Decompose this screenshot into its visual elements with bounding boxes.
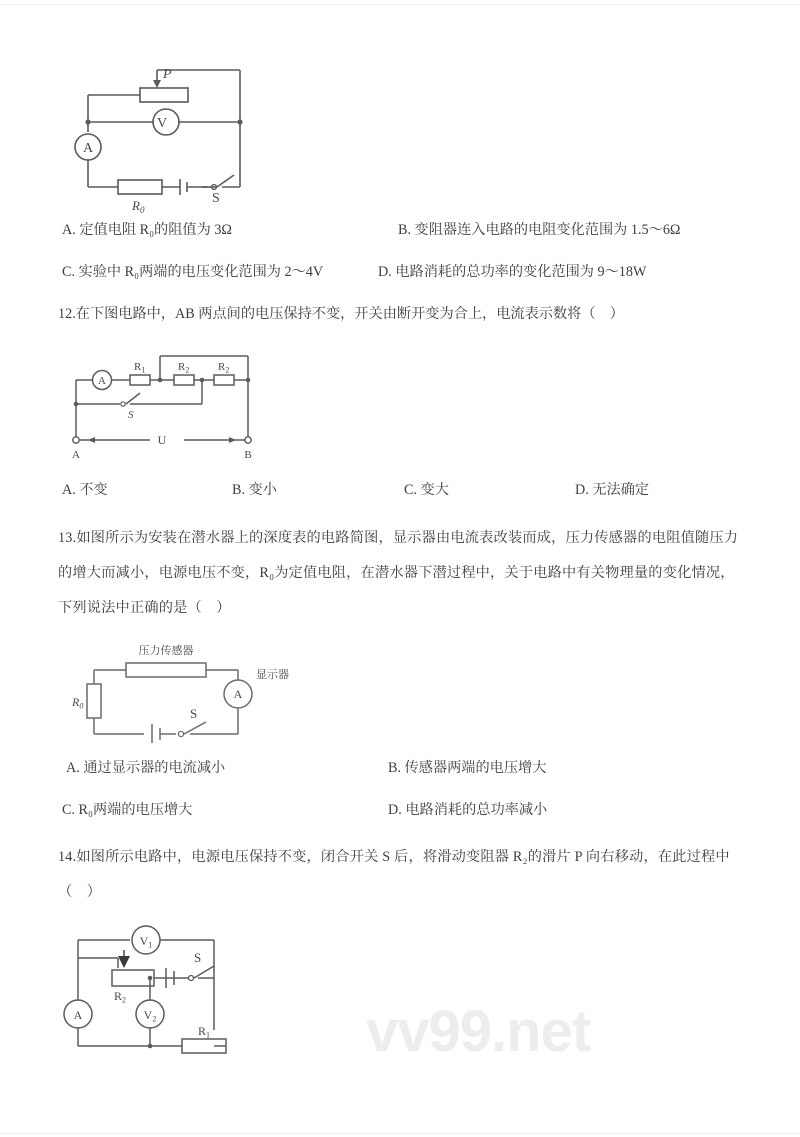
q12-option-a: A. 不变 bbox=[62, 482, 108, 498]
q12-option-b: B. 变小 bbox=[232, 482, 277, 498]
label-switch-s: S bbox=[212, 191, 220, 206]
figure-q13-circuit bbox=[72, 638, 312, 743]
q11-option-c: C. 实验中 R₀两端的电压变化范围为 2～4V bbox=[62, 264, 324, 280]
label-node-a: A bbox=[72, 449, 80, 460]
figure-q14-circuit bbox=[62, 918, 292, 1058]
label-r1: $R_1$ bbox=[197, 1024, 211, 1040]
q13-option-c: C. R₀两端的电压增大 bbox=[62, 802, 193, 818]
watermark: vv99.net bbox=[366, 999, 591, 1064]
q13-option-a: A. 通过显示器的电流减小 bbox=[66, 760, 226, 776]
label-r2: $R_2$ bbox=[178, 361, 190, 375]
label-v2: $V_2$ bbox=[143, 1008, 157, 1024]
label-r3: $R_2$ bbox=[218, 361, 230, 375]
label-voltage-u: U bbox=[157, 433, 167, 447]
label-slider-p: P bbox=[163, 67, 172, 82]
q11-option-b: B. 变阻器连入电路的电阻变化范围为 1.5～6Ω bbox=[398, 222, 681, 238]
label-ammeter: A bbox=[73, 1008, 83, 1022]
q14-stem: 14.如图所示电路中，电源电压保持不变，闭合开关 S 后，将滑动变阻器 R₂的滑片 P 向右移动，在此过程中（ ） bbox=[58, 849, 730, 900]
q12-option-c: C. 变大 bbox=[404, 482, 449, 498]
q12-option-d: D. 无法确定 bbox=[575, 482, 650, 498]
label-switch-s: S bbox=[190, 706, 198, 721]
label-ammeter: A bbox=[98, 375, 106, 387]
q11-option-a: A. 定值电阻 R₀的阻值为 3Ω bbox=[62, 222, 232, 238]
q13-stem: 13.如图所示为安装在潜水器上的深度表的电路简图，显示器由电流表改装而成，压力传感器的电阻值随压力的增大而减小，电源电压不变，R₀为定值电阻，在潜水器下潜过程中，关于电路中有关物理量的变化情况，下列说法中正确的是（ ） bbox=[58, 530, 739, 616]
figure-q11-circuit bbox=[62, 42, 322, 217]
page-top-rule bbox=[0, 4, 800, 5]
label-switch-s: S bbox=[128, 409, 134, 421]
label-display: 显示器 bbox=[256, 669, 289, 681]
label-voltmeter: V bbox=[156, 116, 168, 131]
label-switch-s: S bbox=[194, 950, 202, 965]
label-ammeter: A bbox=[82, 141, 94, 156]
label-ammeter: A bbox=[233, 687, 243, 701]
q12-stem: 12.在下图电路中，AB 两点间的电压保持不变，开关由断开变为合上，电流表示数将（ ） bbox=[58, 306, 624, 322]
q13-option-d: D. 电路消耗的总功率减小 bbox=[388, 802, 548, 818]
label-v1: $V_1$ bbox=[139, 934, 153, 950]
figure-q12-circuit bbox=[62, 348, 282, 460]
label-r0: $R_0$ bbox=[132, 198, 145, 215]
label-node-b: B bbox=[244, 449, 252, 460]
label-pressure-sensor: 压力传感器 bbox=[138, 645, 194, 657]
page-bottom-rule bbox=[0, 1133, 800, 1134]
q11-option-d: D. 电路消耗的总功率的变化范围为 9～18W bbox=[378, 264, 647, 280]
label-r0: $R_0$ bbox=[72, 695, 84, 711]
label-r2: $R_2$ bbox=[113, 989, 127, 1005]
label-r1: $R_1$ bbox=[134, 361, 146, 375]
q13-option-b: B. 传感器两端的电压增大 bbox=[388, 760, 547, 776]
